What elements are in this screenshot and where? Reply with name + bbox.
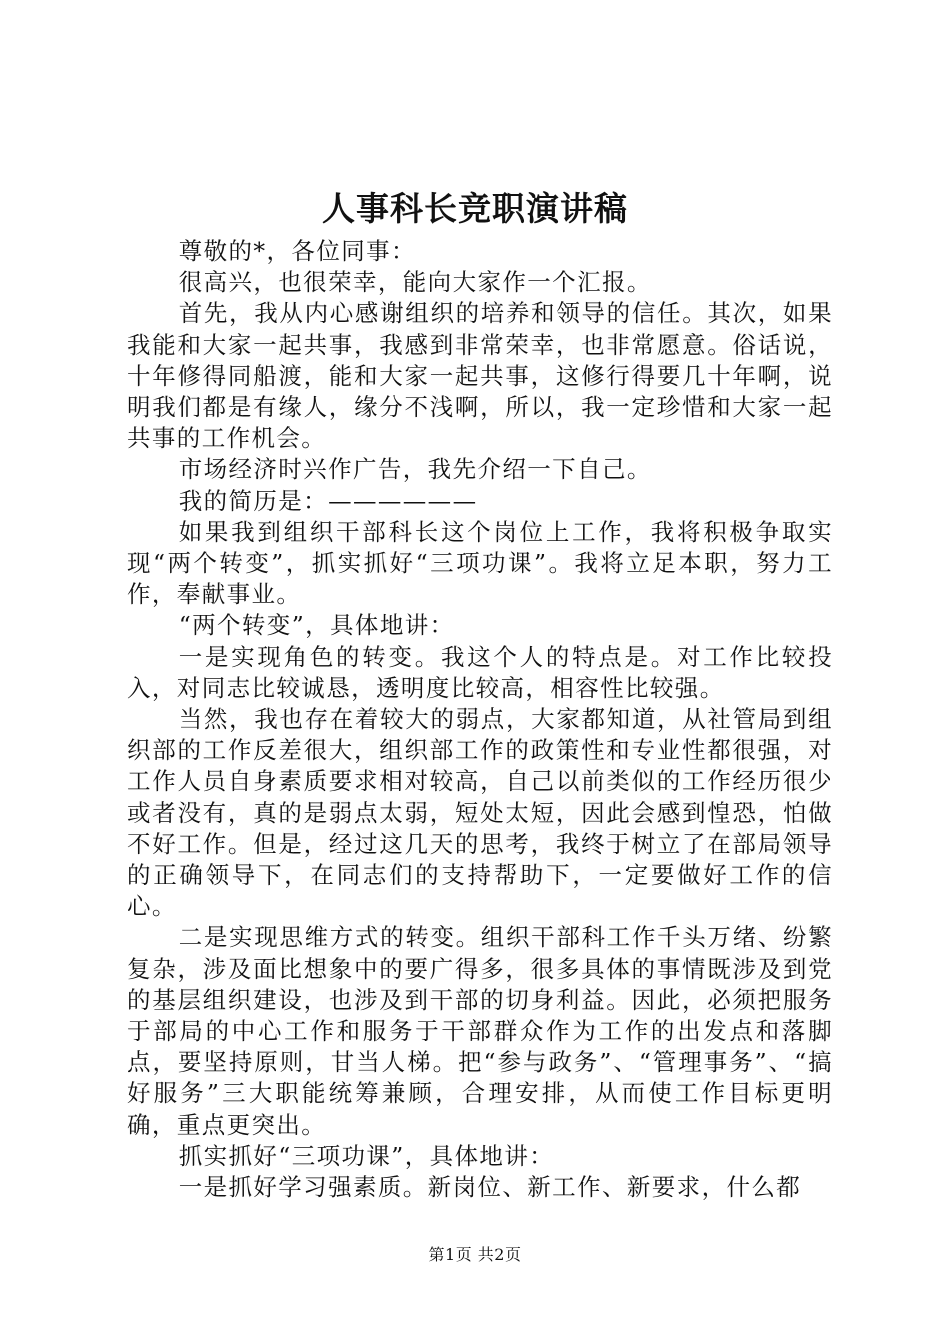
document-title: 人事科长竞职演讲稿 bbox=[322, 189, 628, 228]
paragraph-plan: 如果我到组织干部科长这个岗位上工作，我将积极争取实现“两个转变”，抓实抓好“三项功课”。我将立足本职，努力工作，奉献事业。 bbox=[127, 517, 833, 609]
paragraph-study: 一是抓好学习强素质。新岗位、新工作、新要求，什么都 bbox=[178, 1173, 802, 1202]
paragraph-three-tasks-heading: 抓实抓好“三项功课”，具体地讲： bbox=[178, 1141, 555, 1170]
paragraph-role-change: 一是实现角色的转变。我这个人的特点是。对工作比较投入，对同志比较诚恳，透明度比较高，相容性比较强。 bbox=[127, 642, 833, 702]
paragraph-greeting: 很高兴，也很荣幸，能向大家作一个汇报。 bbox=[178, 268, 652, 297]
paragraph-thanks: 首先，我从内心感谢组织的培养和领导的信任。其次，如果我能和大家一起共事，我感到非常荣幸，也非常愿意。俗话说，十年修得同船渡，能和大家一起共事，这修行得要几十年啊，说明我们都是有缘人，缘分不浅啊，所以，我一定珍惜和大家一起共事的工作机会。 bbox=[127, 299, 833, 453]
paragraph-resume: 我的简历是：—————— bbox=[178, 486, 478, 515]
paragraph-thinking-change: 二是实现思维方式的转变。组织干部科工作千头万绪、纷繁复杂，涉及面比想象中的要广得多，很多具体的事情既涉及到党的基层组织建设，也涉及到干部的切身利益。因此，必须把服务于部局的中心工作和服务于干部群众作为工作的出发点和落脚点，要坚持原则，甘当人梯。把“参与政务”、“管理事务”、“搞好服务”三大职能统筹兼顾，合理安排，从而使工作目标更明确，重点更突出。 bbox=[127, 923, 833, 1139]
paragraph-self-intro: 市场经济时兴作广告，我先介绍一下自己。 bbox=[178, 455, 652, 484]
paragraph-salutation: 尊敬的*，各位同事： bbox=[178, 237, 416, 265]
paragraph-weakness: 当然，我也存在着较大的弱点，大家都知道，从社管局到组织部的工作反差很大，组织部工作的政策性和专业性都很强，对工作人员自身素质要求相对较高，自己以前类似的工作经历很少或者没有，真的是弱点太弱，短处太短，因此会感到惶恐，怕做不好工作。但是，经过这几天的思考，我终于树立了在部局领导的正确领导下，在同志们的支持帮助下，一定要做好工作的信心。 bbox=[127, 705, 833, 921]
paragraph-two-changes-heading: “两个转变”，具体地讲： bbox=[178, 611, 455, 640]
document-body bbox=[127, 236, 833, 1203]
page-footer: 第1页 共2页 bbox=[428, 1245, 522, 1264]
